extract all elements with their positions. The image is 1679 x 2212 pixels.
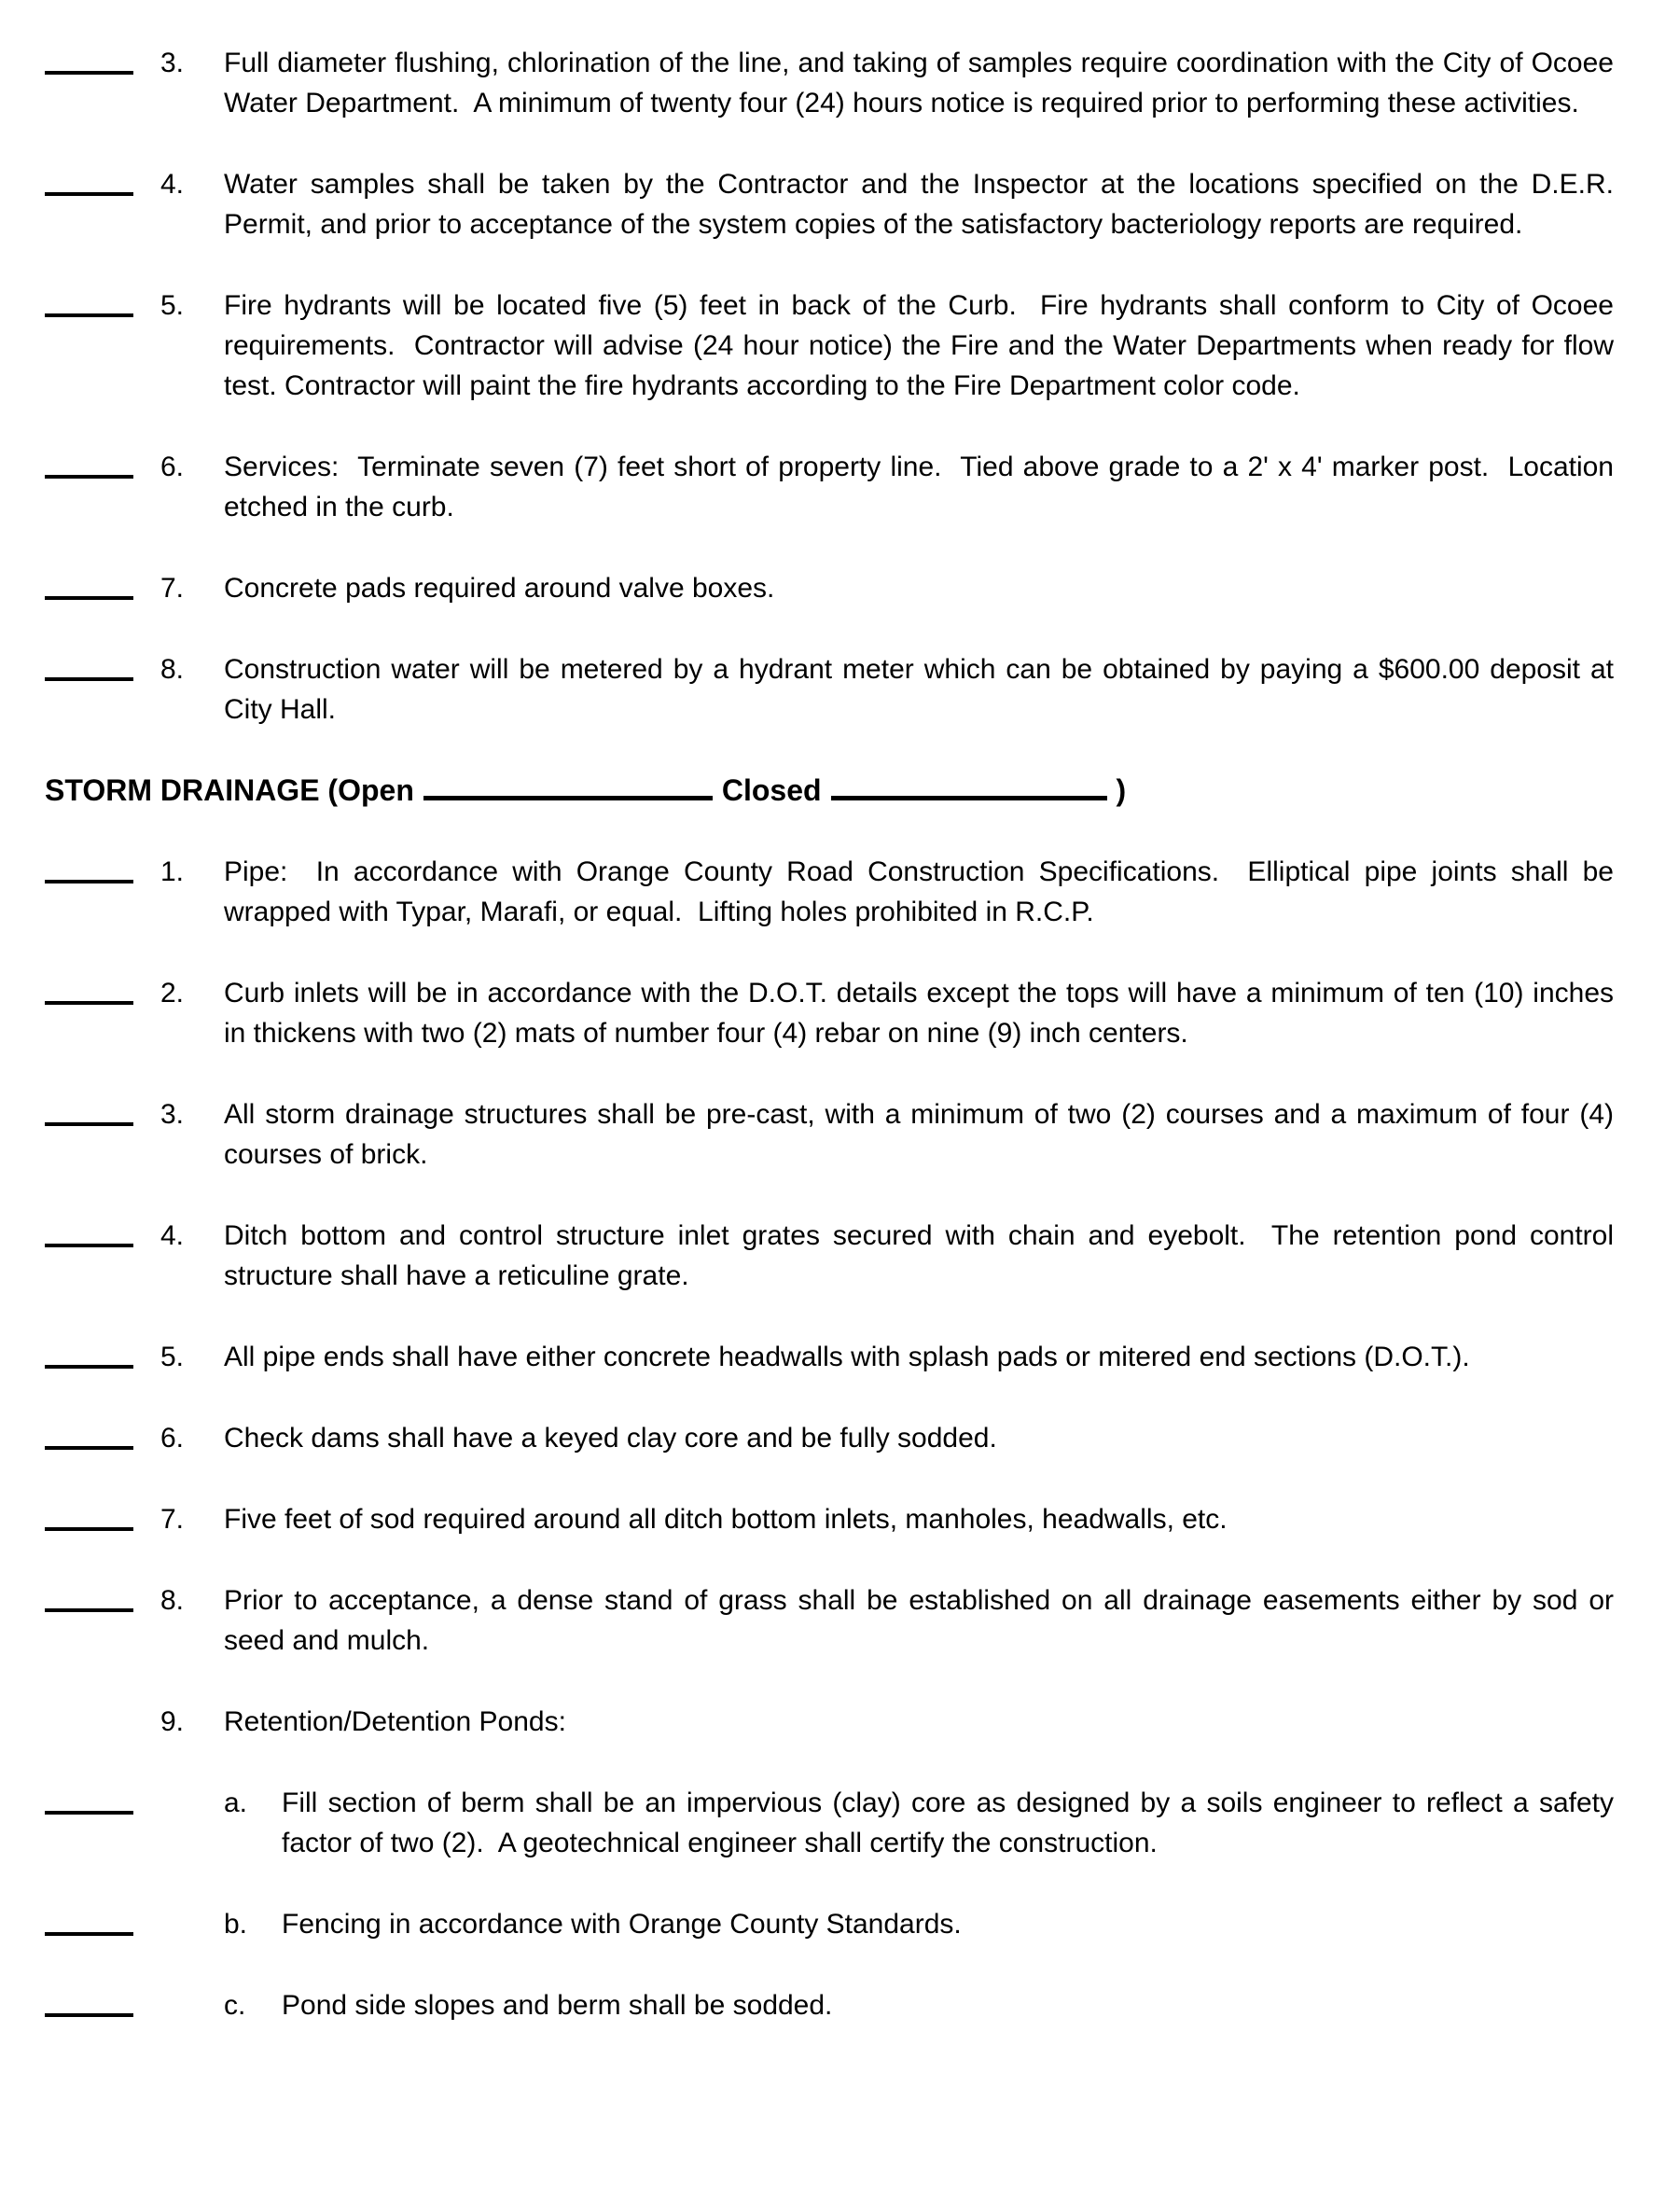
checklist-item [0,568,1614,608]
item-text: Fire hydrants will be located five (5) feet in back of the Curb. Fire hydrants shall conform to City of Ocoee requirements. Contractor will advise (24 hour notice) the Fire and the Water Departments when ready for flow test. Contractor will paint the fire hydrants according to the Fire Department color code. [224,290,1622,401]
water-section-item-list [0,43,1622,730]
item-text: Concrete pads required around valve boxes. [224,573,775,604]
fill-in-blank-line [45,1499,133,1531]
fill-in-blank-line [45,649,133,681]
item-number: 9. [160,1706,185,1737]
item-text: Five feet of sod required around all ditch bottom inlets, manholes, headwalls, etc. [224,1504,1228,1535]
item-number: 4. [160,1220,185,1251]
fill-in-blank-line [45,1094,133,1126]
item-number: 2. [160,978,185,1009]
checklist-item [0,43,1622,123]
storm-section-item-list [0,852,1622,2025]
item-text: Check dams shall have a keyed clay core and be fully sodded. [224,1423,997,1454]
checklist-item [0,1337,1614,1377]
item-text: Construction water will be metered by a hydrant meter which can be obtained by paying a $600.00 deposit at City Hall. [224,654,1622,725]
checklist-subitem [0,1985,1614,2025]
item-number: 7. [160,573,185,604]
item-number: 8. [160,1585,185,1616]
storm-drainage-title: STORM DRAINAGE (Open [45,773,414,807]
checklist-item [0,1580,1622,1661]
closed-fill-in-blank-line [831,772,1107,800]
item-text: Pipe: In accordance with Orange County Road Construction Specifications. Elliptical pipe joints shall be wrapped with Typar, Marafi, or equal. Lifting holes prohibited in R.C.P. [224,856,1622,927]
fill-in-blank-line [45,285,133,317]
fill-in-blank-line [45,973,133,1005]
checklist-item [0,1418,1614,1458]
item-number: 3. [160,48,185,78]
closing-paren: ) [1116,773,1127,807]
checklist-item [0,447,1622,527]
item-number: 3. [160,1099,185,1130]
fill-in-blank-line [45,1904,133,1936]
item-number: 1. [160,856,185,887]
fill-in-blank-line [45,43,133,75]
item-text: Pond side slopes and berm shall be sodded. [282,1990,833,2021]
checklist-item [0,852,1622,932]
fill-in-blank-line [45,1783,133,1815]
item-number: 5. [160,290,185,321]
checklist-item [0,1216,1622,1296]
checklist-item [0,973,1622,1053]
item-number: 7. [160,1504,185,1535]
checklist-subitem [0,1904,1614,1944]
blank-spacer [45,1702,133,1733]
fill-in-blank-line [45,447,133,479]
item-number: 6. [160,452,185,482]
checklist-subitem [0,1783,1622,1863]
item-number: 4. [160,169,185,200]
checklist-item [0,1499,1614,1539]
checklist-item [0,649,1622,730]
item-text: Retention/Detention Ponds: [224,1706,566,1737]
fill-in-blank-line [45,1418,133,1450]
item-text: Fill section of berm shall be an impervious (clay) core as designed by a soils engineer to reflect a safety factor of two (2). A geotechnical engineer shall certify the construction. [282,1788,1622,1858]
checklist-item [0,1094,1622,1175]
subitem-letter: a. [224,1788,248,1818]
fill-in-blank-line [45,1985,133,2017]
item-text: Services: Terminate seven (7) feet short of property line. Tied above grade to a 2' x 4' marker post. Location etched in the curb. [224,452,1622,522]
item-text: Prior to acceptance, a dense stand of grass shall be established on all drainage easements either by sod or seed and mulch. [224,1585,1622,1656]
fill-in-blank-line [45,852,133,883]
item-text: Water samples shall be taken by the Contractor and the Inspector at the locations specified on the D.E.R. Permit, and prior to acceptance of the system copies of the satisfactory bacteriology reports are required. [224,169,1622,240]
item-text: All storm drainage structures shall be pre-cast, with a minimum of two (2) courses and a maximum of four (4) courses of brick. [224,1099,1622,1170]
item-number: 5. [160,1342,185,1372]
item-number: 6. [160,1423,185,1454]
item-number: 8. [160,654,185,685]
item-text: Fencing in accordance with Orange County Standards. [282,1909,962,1940]
item-text: Full diameter flushing, chlorination of the line, and taking of samples require coordination with the City of Ocoee Water Department. A minimum of twenty four (24) hours notice is required prior to performing these activities. [224,48,1622,118]
storm-drainage-heading [45,771,1614,811]
closed-label: Closed [721,773,822,807]
open-fill-in-blank-line [423,772,713,800]
fill-in-blank-line [45,164,133,196]
fill-in-blank-line [45,1580,133,1612]
checklist-item [0,285,1622,406]
fill-in-blank-line [45,568,133,600]
item-text: Ditch bottom and control structure inlet grates secured with chain and eyebolt. The retention pond control structure shall have a reticuline grate. [224,1220,1622,1291]
subitem-letter: b. [224,1909,248,1940]
checklist-item [0,1702,1614,1742]
fill-in-blank-line [45,1216,133,1247]
item-text: All pipe ends shall have either concrete headwalls with splash pads or mitered end sections (D.O.T.). [224,1342,1470,1372]
checklist-item [0,164,1622,244]
item-text: Curb inlets will be in accordance with the D.O.T. details except the tops will have a minimum of ten (10) inches in thickens with two (2) mats of number four (4) rebar on nine (9) inch centers. [224,978,1622,1049]
subitem-letter: c. [224,1990,246,2021]
fill-in-blank-line [45,1337,133,1369]
